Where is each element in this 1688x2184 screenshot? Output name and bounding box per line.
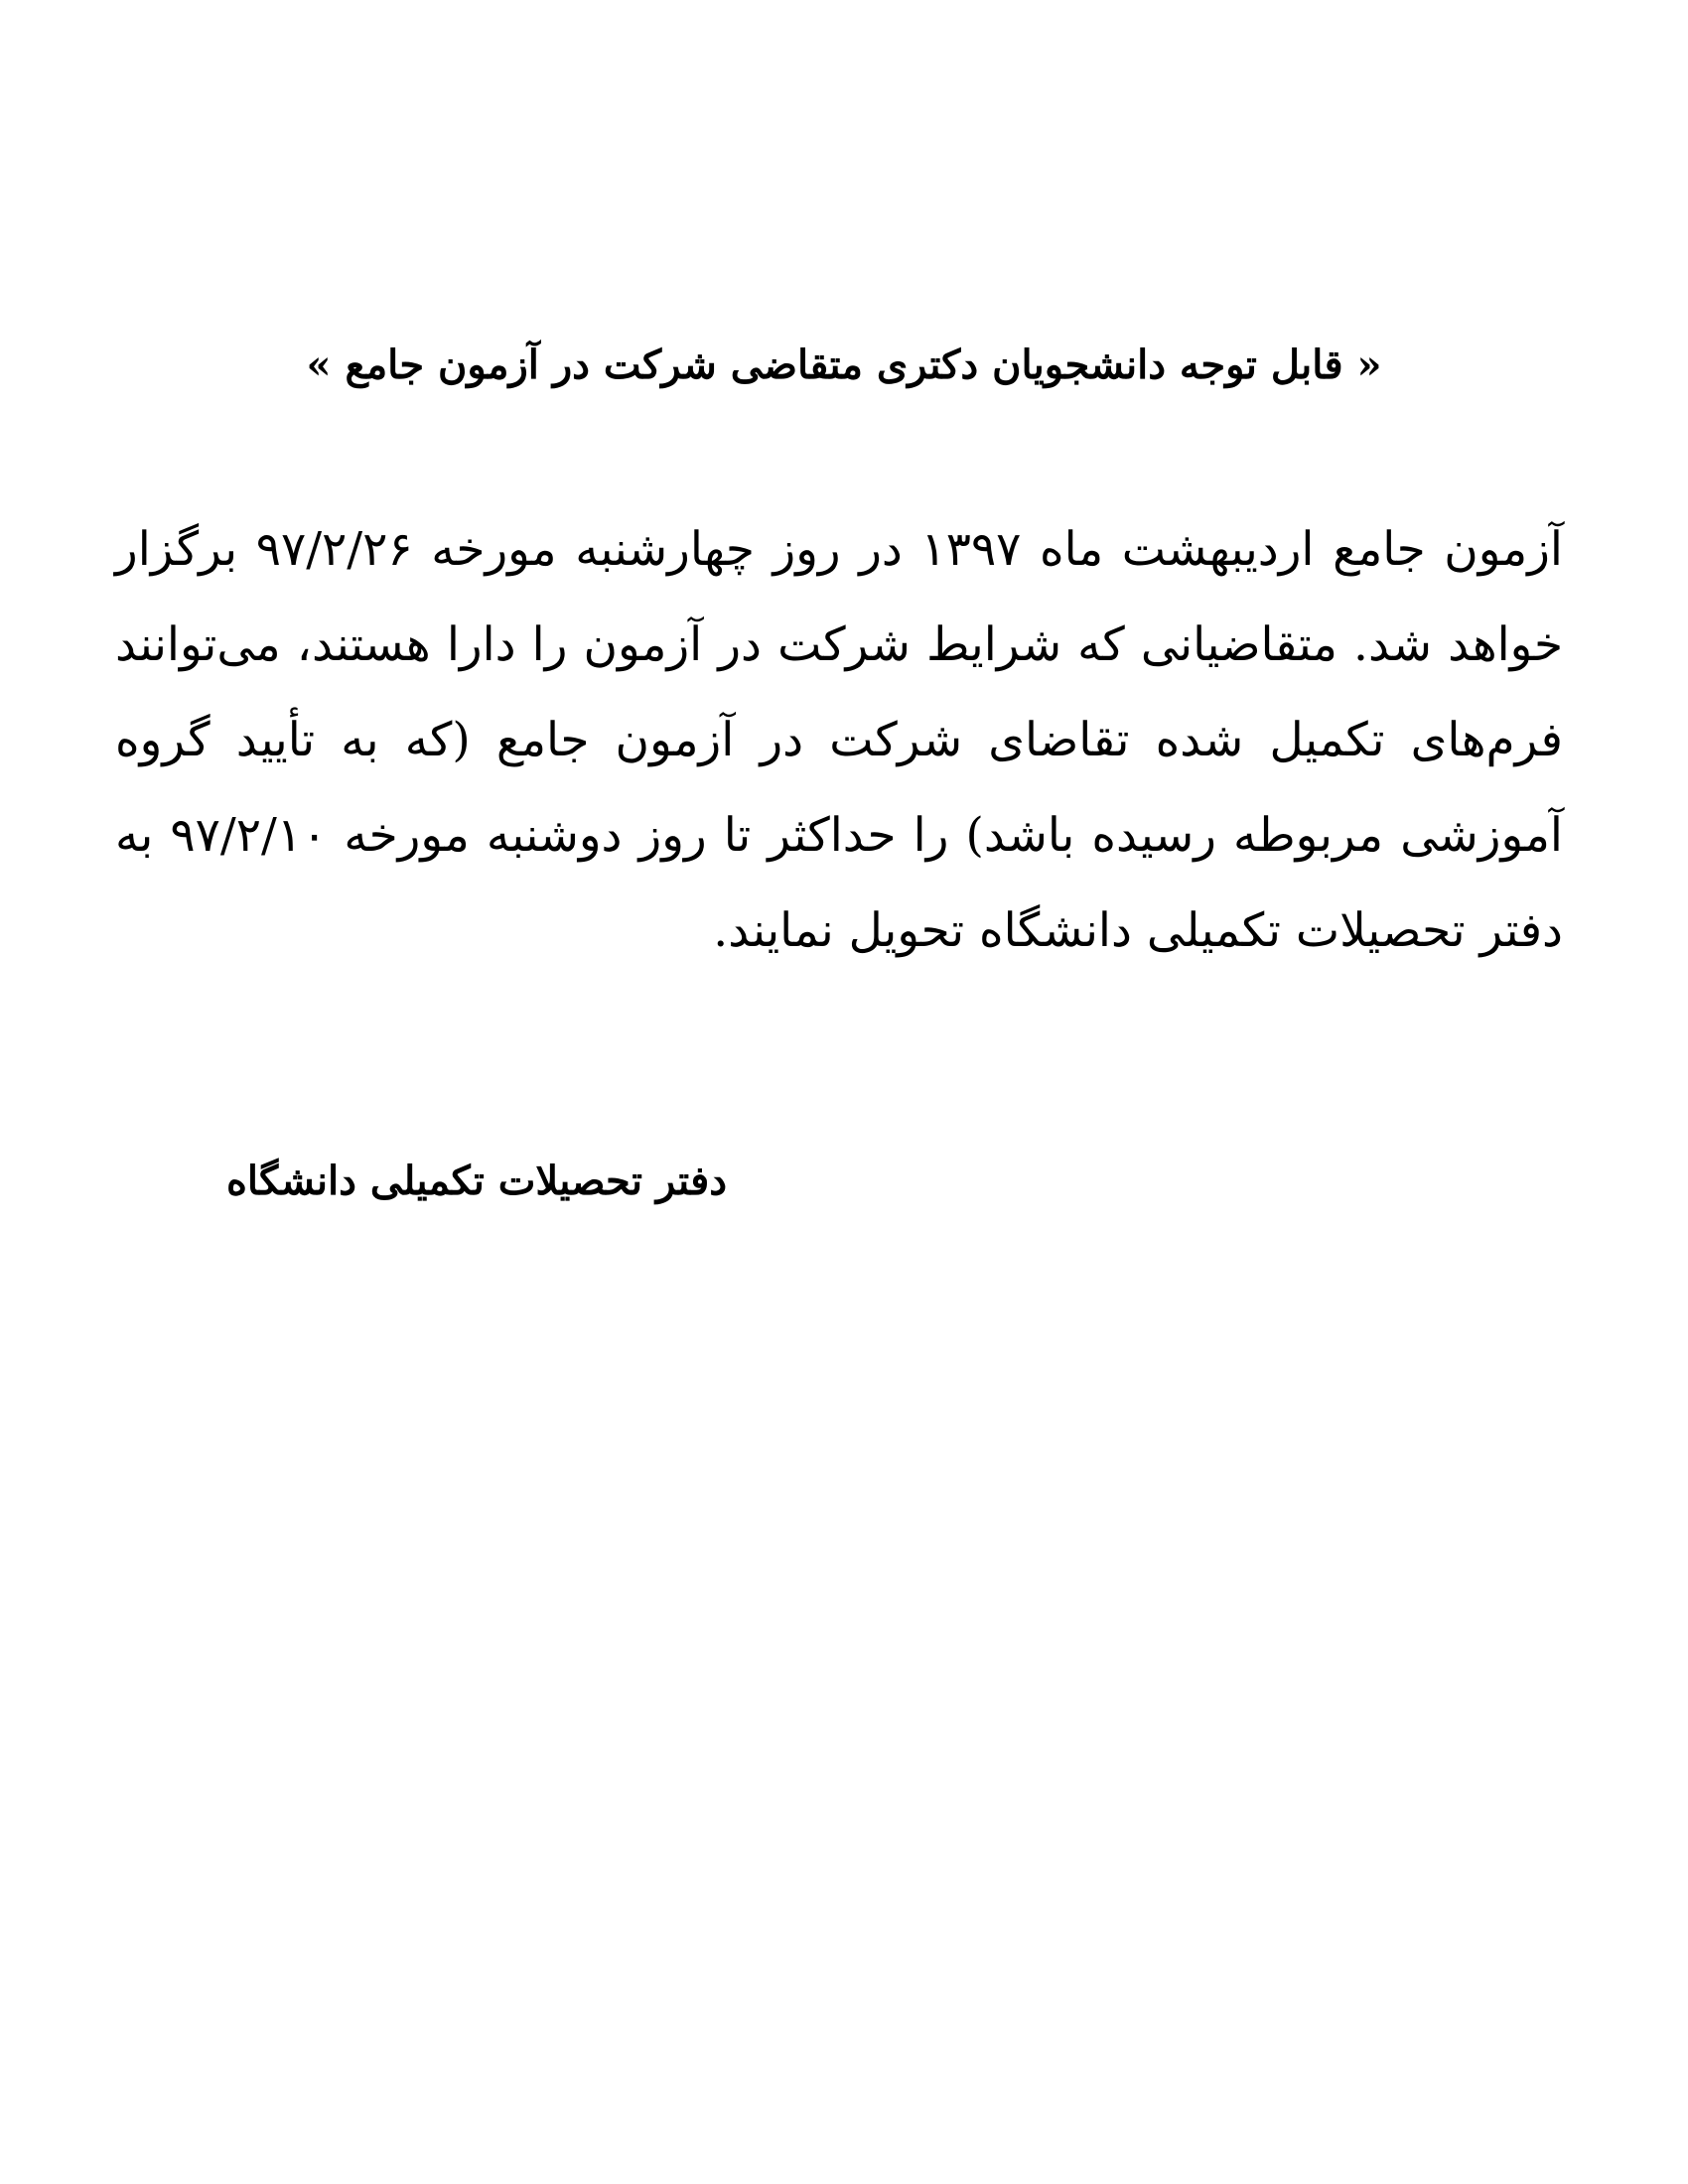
- notice-body: آزمون جامع اردیبهشت ماه ۱۳۹۷ در روز چهارشنبه مورخه ۹۷/۲/۲۶ برگزار خواهد شد. متقاضیانی که شرایط شرکت در آزمون را دارا هستند، می‌توانند فرم‌های تکمیل شده تقاضای شرکت در آزمون جامع (که به تأیید گروه آموزشی مربوطه رسیده باشد) را حداکثر تا روز دوشنبه مورخه ۹۷/۲/۱۰ به دفتر تحصیلات تکمیلی دانشگاه تحویل نمایند.: [115, 522, 1563, 958]
- signature-office: دفتر تحصیلات تکمیلی دانشگاه: [225, 1158, 727, 1204]
- notice-title: « قابل توجه دانشجویان دکتری متقاضی شرکت در آزمون جامع »: [306, 341, 1382, 388]
